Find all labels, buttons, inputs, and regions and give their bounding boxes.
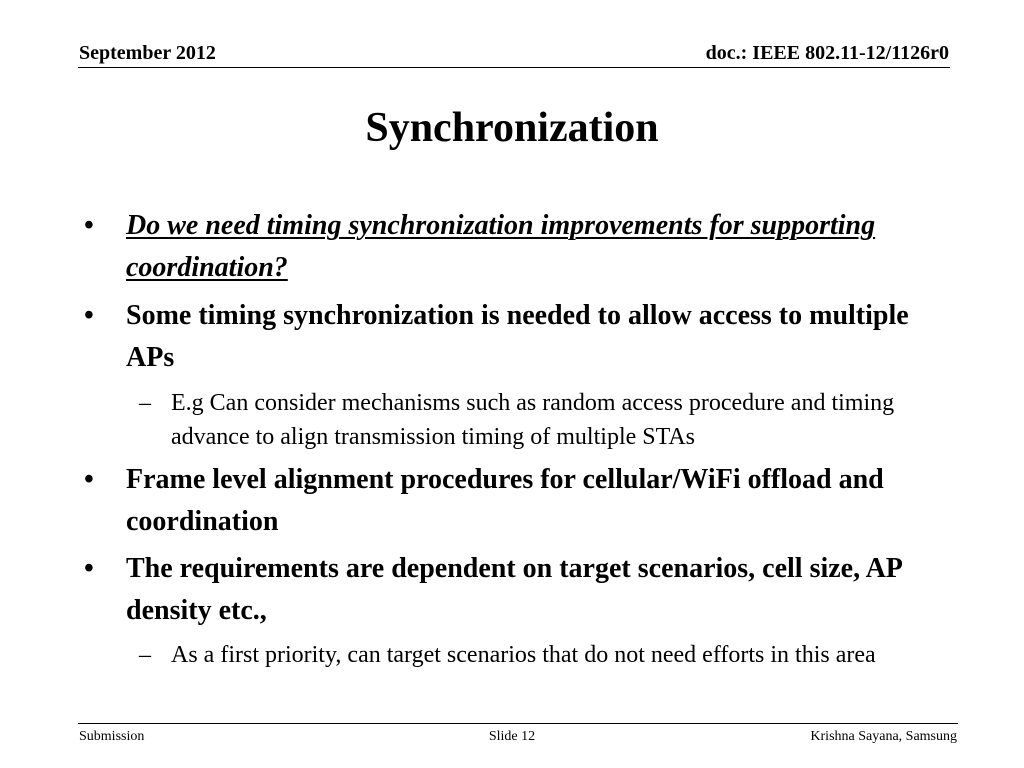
- bullet-timing-sync: [84, 295, 934, 379]
- header-divider: [78, 67, 950, 68]
- bullet-marker: •: [84, 464, 94, 495]
- bullet-requirements-text: The requirements are dependent on target scenarios, cell size, AP density etc.,: [126, 553, 902, 626]
- bullet-frame-alignment: [84, 459, 934, 543]
- footer-author: Krishna Sayana, Samsung: [810, 729, 957, 744]
- sub-bullet-random-access-text: E.g Can consider mechanisms such as random access procedure and timing advance to align transmission timing of multiple STAs: [171, 390, 895, 450]
- sub-bullet-marker: –: [139, 642, 151, 668]
- footer-submission: Submission: [79, 729, 145, 744]
- sub-bullet-first-priority: [84, 638, 934, 672]
- bullet-question: [84, 205, 934, 289]
- bullet-timing-sync-text: Some timing synchronization is needed to allow access to multiple APs: [126, 300, 909, 373]
- bullet-requirements: [84, 548, 934, 632]
- footer-divider: [78, 723, 958, 724]
- slide-body: [84, 205, 934, 672]
- bullet-question-text: Do we need timing synchronization improvements for supporting coordination?: [126, 210, 876, 283]
- sub-bullet-marker: –: [139, 390, 151, 416]
- bullet-marker: •: [84, 210, 94, 241]
- bullet-marker: •: [84, 300, 94, 331]
- bullet-frame-alignment-text: Frame level alignment procedures for cellular/WiFi offload and coordination: [126, 464, 884, 537]
- slide-title: Synchronization: [365, 105, 659, 151]
- header-date: September 2012: [79, 42, 216, 64]
- footer-slide-number: Slide 12: [488, 729, 536, 744]
- header-doc-id: doc.: IEEE 802.11-12/1126r0: [705, 42, 949, 64]
- bullet-marker: •: [84, 553, 94, 584]
- sub-bullet-first-priority-text: As a first priority, can target scenarios that do not need efforts in this area: [171, 642, 876, 668]
- sub-bullet-random-access: [84, 386, 934, 454]
